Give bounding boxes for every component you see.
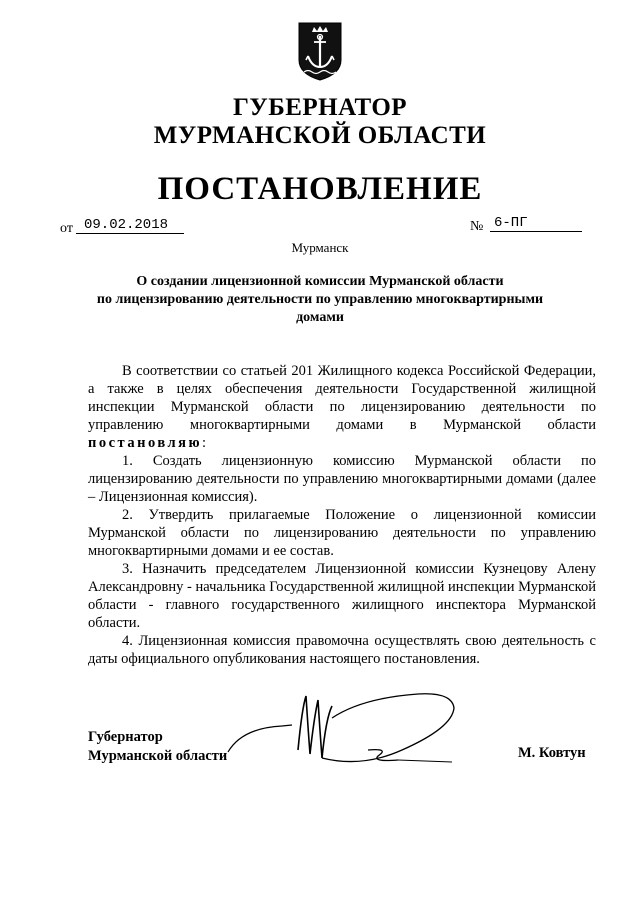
signatory-title-line: Мурманской области: [88, 748, 228, 764]
document-type: ПОСТАНОВЛЕНИЕ: [157, 171, 483, 207]
signatory-title-line: Губернатор: [88, 729, 163, 745]
clause-3: 3. Назначить председателем Лицензионной комиссии Кузнецову Алену Александровну - начальника Государственной жилищной инспекции Мурманской области - главного государственного жилищного инспектора Мурманской области.: [88, 561, 596, 631]
issuer-region: МУРМАНСКОЙ ОБЛАСТИ: [153, 122, 487, 149]
document-subject: [60, 273, 580, 327]
decree-word: постановляю: [88, 435, 203, 451]
signatory-name: М. Ковтун: [518, 745, 586, 761]
document-date: 09.02.2018: [76, 217, 184, 234]
signatory-title: [88, 728, 227, 766]
issuer-title: ГУБЕРНАТОР: [232, 94, 408, 121]
subject-line: О создании лицензионной комиссии Мурманской области: [136, 274, 504, 289]
preamble-text: В соответствии со статьей 201 Жилищного кодекса Российской Федерации, а также в целях обеспечения деятельности Государственной жилищной инспекции Мурманской области по лицензированию деятельности по управлению многоквартирными домами в Мурманской области: [88, 363, 596, 433]
decree-colon: :: [202, 435, 207, 451]
clause-2: 2. Утвердить прилагаемые Положение о лицензионной комиссии Мурманской области по лицензированию деятельности по управлению многоквартирными домами и ее состав.: [88, 507, 596, 559]
coat-of-arms-icon: [296, 20, 344, 82]
clause-4: 4. Лицензионная комиссия правомочна осуществлять свою деятельность с даты официального опубликования настоящего постановления.: [88, 633, 596, 667]
preamble-paragraph: [88, 362, 596, 452]
number-label: №: [470, 219, 484, 234]
document-body: [88, 362, 596, 668]
clause-1: 1. Создать лицензионную комиссию Мурманской области по лицензированию деятельности по управлению многоквартирными домами (далее – Лицензионная комиссия).: [88, 453, 596, 505]
document-number: 6-ПГ: [490, 215, 582, 232]
place-of-issue: Мурманск: [291, 240, 349, 255]
date-label: от: [60, 221, 73, 236]
subject-line: по лицензированию деятельности по управлению многоквартирными: [96, 292, 544, 307]
subject-line: домами: [296, 310, 344, 325]
handwritten-signature: [222, 688, 462, 788]
